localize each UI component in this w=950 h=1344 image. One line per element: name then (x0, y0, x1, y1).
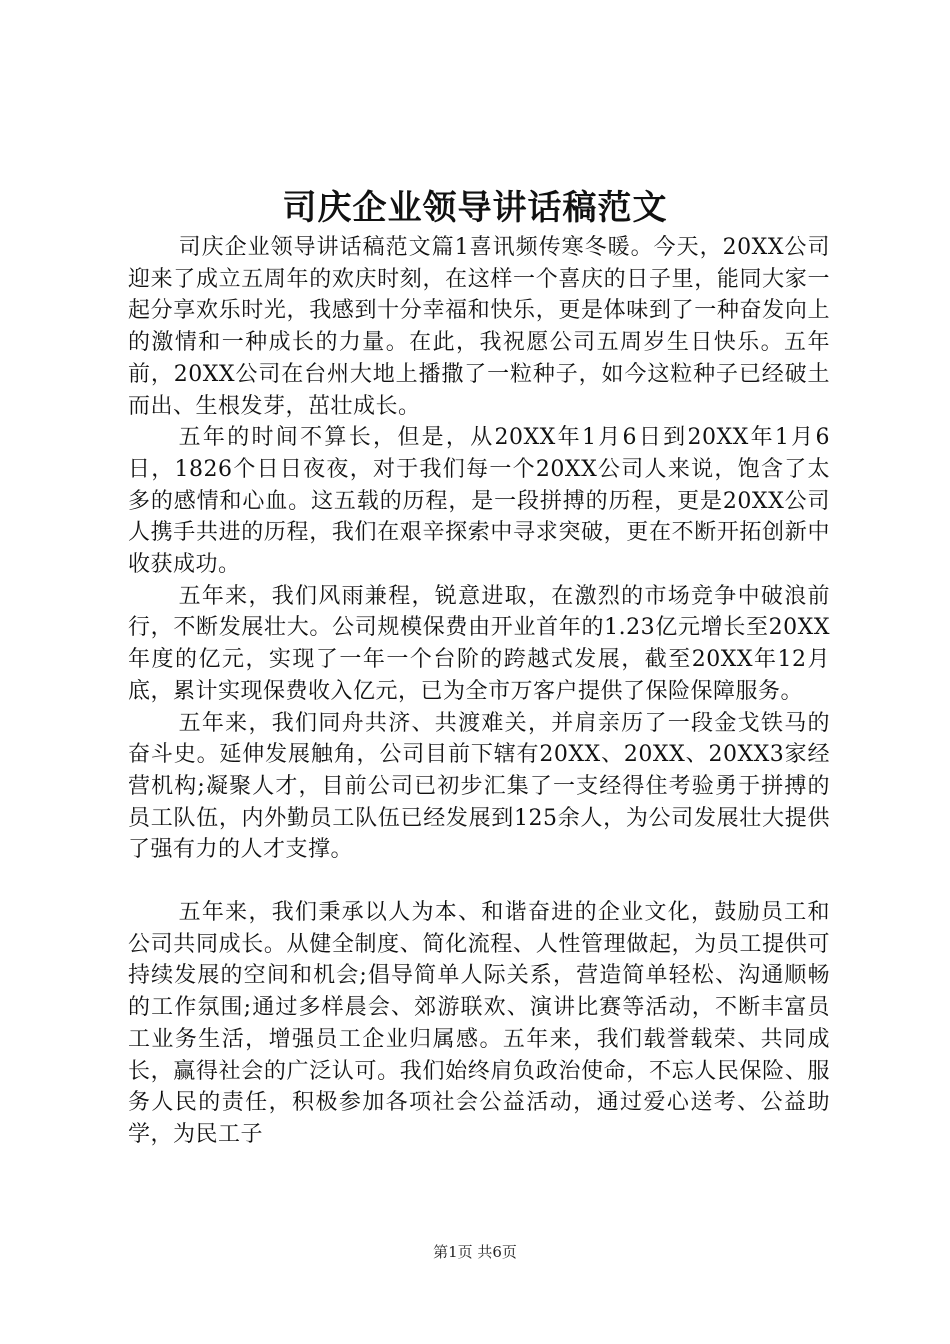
paragraph-5: 五年来，我们秉承以人为本、和谐奋进的企业文化，鼓励员工和公司共同成长。从健全制度、简化流程、人性管理做起，为员工提供可持续发展的空间和机会;倡导简单人际关系，营造简单轻松、沟通顺畅的工作氛围;通过多样晨会、郊游联欢、演讲比赛等活动，不断丰富员工业务生活，增强员工企业归属感。五年来，我们载誉载荣、共同成长，赢得社会的广泛认可。我们始终肩负政治使命，不忘人民保险、服务人民的责任，积极参加各项社会公益活动，通过爱心送考、公益助学，为民工子 (128, 900, 830, 1147)
document-title: 司庆企业领导讲话稿范文 (282, 188, 668, 228)
document-body (128, 232, 830, 1151)
paragraph-3: 五年来，我们风雨兼程，锐意进取，在激烈的市场竞争中破浪前行，不断发展壮大。公司规模保费由开业首年的1.23亿元增长至20XX年度的亿元，实现了一年一个台阶的跨越式发展，截至20XX年12月底，累计实现保费收入亿元，已为全市万客户提供了保险保障服务。 (128, 583, 830, 704)
paragraph-2: 五年的时间不算长，但是，从20XX年1月6日到20XX年1月6日，1826个日日夜夜，对于我们每一个20XX公司人来说，饱含了太多的感情和心血。这五载的历程，是一段拼搏的历程，更是20XX公司人携手共进的历程，我们在艰辛探索中寻求突破，更在不断开拓创新中收获成功。 (128, 425, 830, 578)
paragraph-1: 司庆企业领导讲话稿范文篇1喜讯频传寒冬暖。今天，20XX公司迎来了成立五周年的欢庆时刻，在这样一个喜庆的日子里，能同大家一起分享欢乐时光，我感到十分幸福和快乐，更是体味到了一种奋发向上的激情和一种成长的力量。在此，我祝愿公司五周岁生日快乐。五年前，20XX公司在台州大地上播撒了一粒种子，如今这粒种子已经破土而出、生根发芽，茁壮成长。 (128, 235, 830, 419)
paragraph-4: 五年来，我们同舟共济、共渡难关，并肩亲历了一段金戈铁马的奋斗史。延伸发展触角，公司目前下辖有20XX、20XX、20XX3家经营机构;凝聚人才，目前公司已初步汇集了一支经得住考验勇于拼搏的员工队伍，内外勤员工队伍已经发展到125余人，为公司发展壮大提供了强有力的人才支撑。 (128, 710, 830, 863)
page-footer: 第1页 共6页 (433, 1243, 517, 1261)
